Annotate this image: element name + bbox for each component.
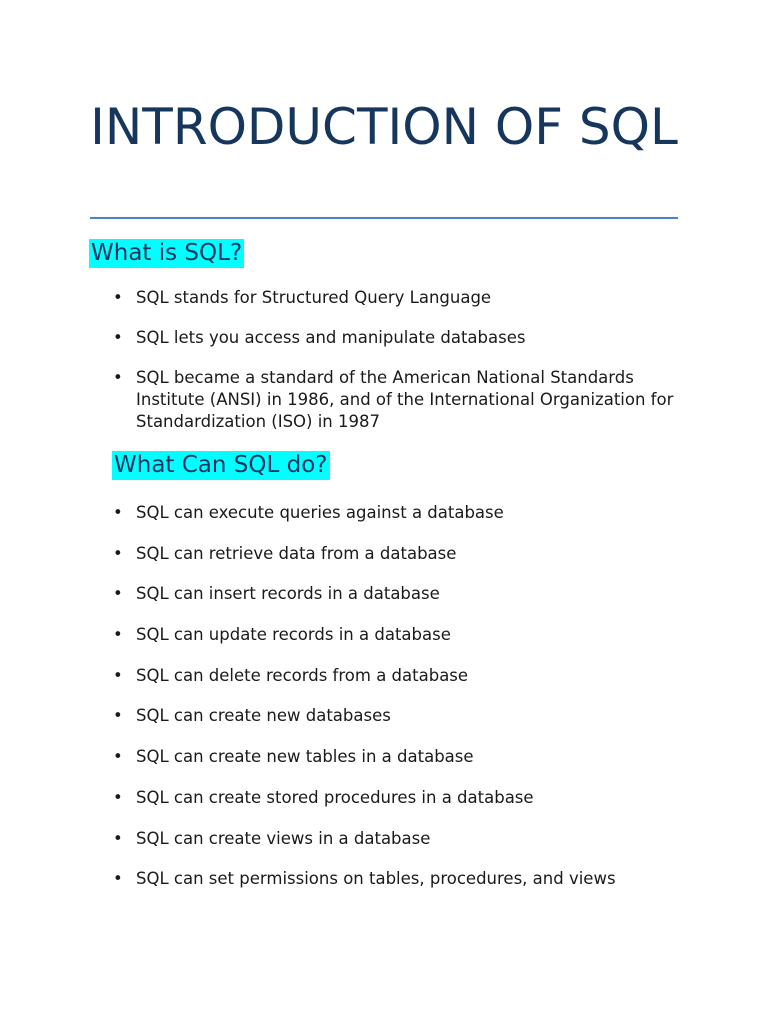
what-is-sql-list	[110, 287, 690, 451]
title-underline-rule	[90, 217, 678, 219]
document-title: INTRODUCTION OF SQL	[90, 98, 678, 156]
bullet-icon: •	[113, 288, 123, 307]
list-item-text: SQL can execute queries against a database	[136, 503, 504, 522]
section-heading-text: What is SQL?	[91, 240, 243, 266]
bullet-icon: •	[113, 584, 123, 604]
section-heading-what-is-sql	[89, 237, 244, 269]
list-item-text: SQL stands for Structured Query Language	[136, 288, 492, 307]
list-item	[110, 543, 690, 565]
bullet-icon: •	[113, 328, 123, 347]
list-item	[110, 287, 690, 309]
list-item	[110, 327, 690, 349]
list-item-text: SQL can create new tables in a database	[136, 747, 474, 767]
list-item-text: SQL can update records in a database	[136, 625, 451, 645]
list-item	[110, 705, 690, 727]
bullet-icon: •	[113, 828, 123, 848]
bullet-icon: •	[113, 665, 123, 685]
list-item-text: SQL lets you access and manipulate databases	[136, 328, 526, 347]
bullet-icon: •	[113, 625, 123, 645]
list-item-text: SQL can set permissions on tables, procedures, and views	[136, 869, 616, 889]
list-item-text: SQL can create new databases	[136, 706, 391, 726]
bullet-icon: •	[113, 869, 123, 889]
list-item	[110, 868, 690, 890]
list-item-text: SQL can create stored procedures in a database	[136, 787, 534, 807]
list-item	[110, 367, 690, 433]
bullet-icon: •	[113, 747, 123, 767]
list-item-text: SQL can delete records from a database	[136, 665, 469, 685]
list-item-text: SQL became a standard of the American National Standards Institute (ANSI) in 1986, and of the International Organization for Standardization (ISO) in 1987	[136, 368, 674, 431]
list-item-text: SQL can create views in a database	[136, 828, 431, 848]
list-item	[110, 624, 690, 646]
bullet-icon: •	[113, 368, 123, 387]
list-item	[110, 746, 690, 768]
bullet-icon: •	[113, 503, 123, 522]
section-heading-text: What Can SQL do?	[114, 452, 328, 478]
what-can-sql-do-list	[110, 502, 690, 909]
list-item	[110, 502, 690, 524]
list-item	[110, 787, 690, 809]
list-item-text: SQL can retrieve data from a database	[136, 543, 457, 563]
list-item-text: SQL can insert records in a database	[136, 584, 440, 604]
bullet-icon: •	[113, 706, 123, 726]
bullet-icon: •	[113, 787, 123, 807]
section-heading-what-can-sql-do	[112, 449, 330, 481]
list-item	[110, 828, 690, 850]
list-item	[110, 665, 690, 687]
list-item	[110, 583, 690, 605]
bullet-icon: •	[113, 543, 123, 563]
